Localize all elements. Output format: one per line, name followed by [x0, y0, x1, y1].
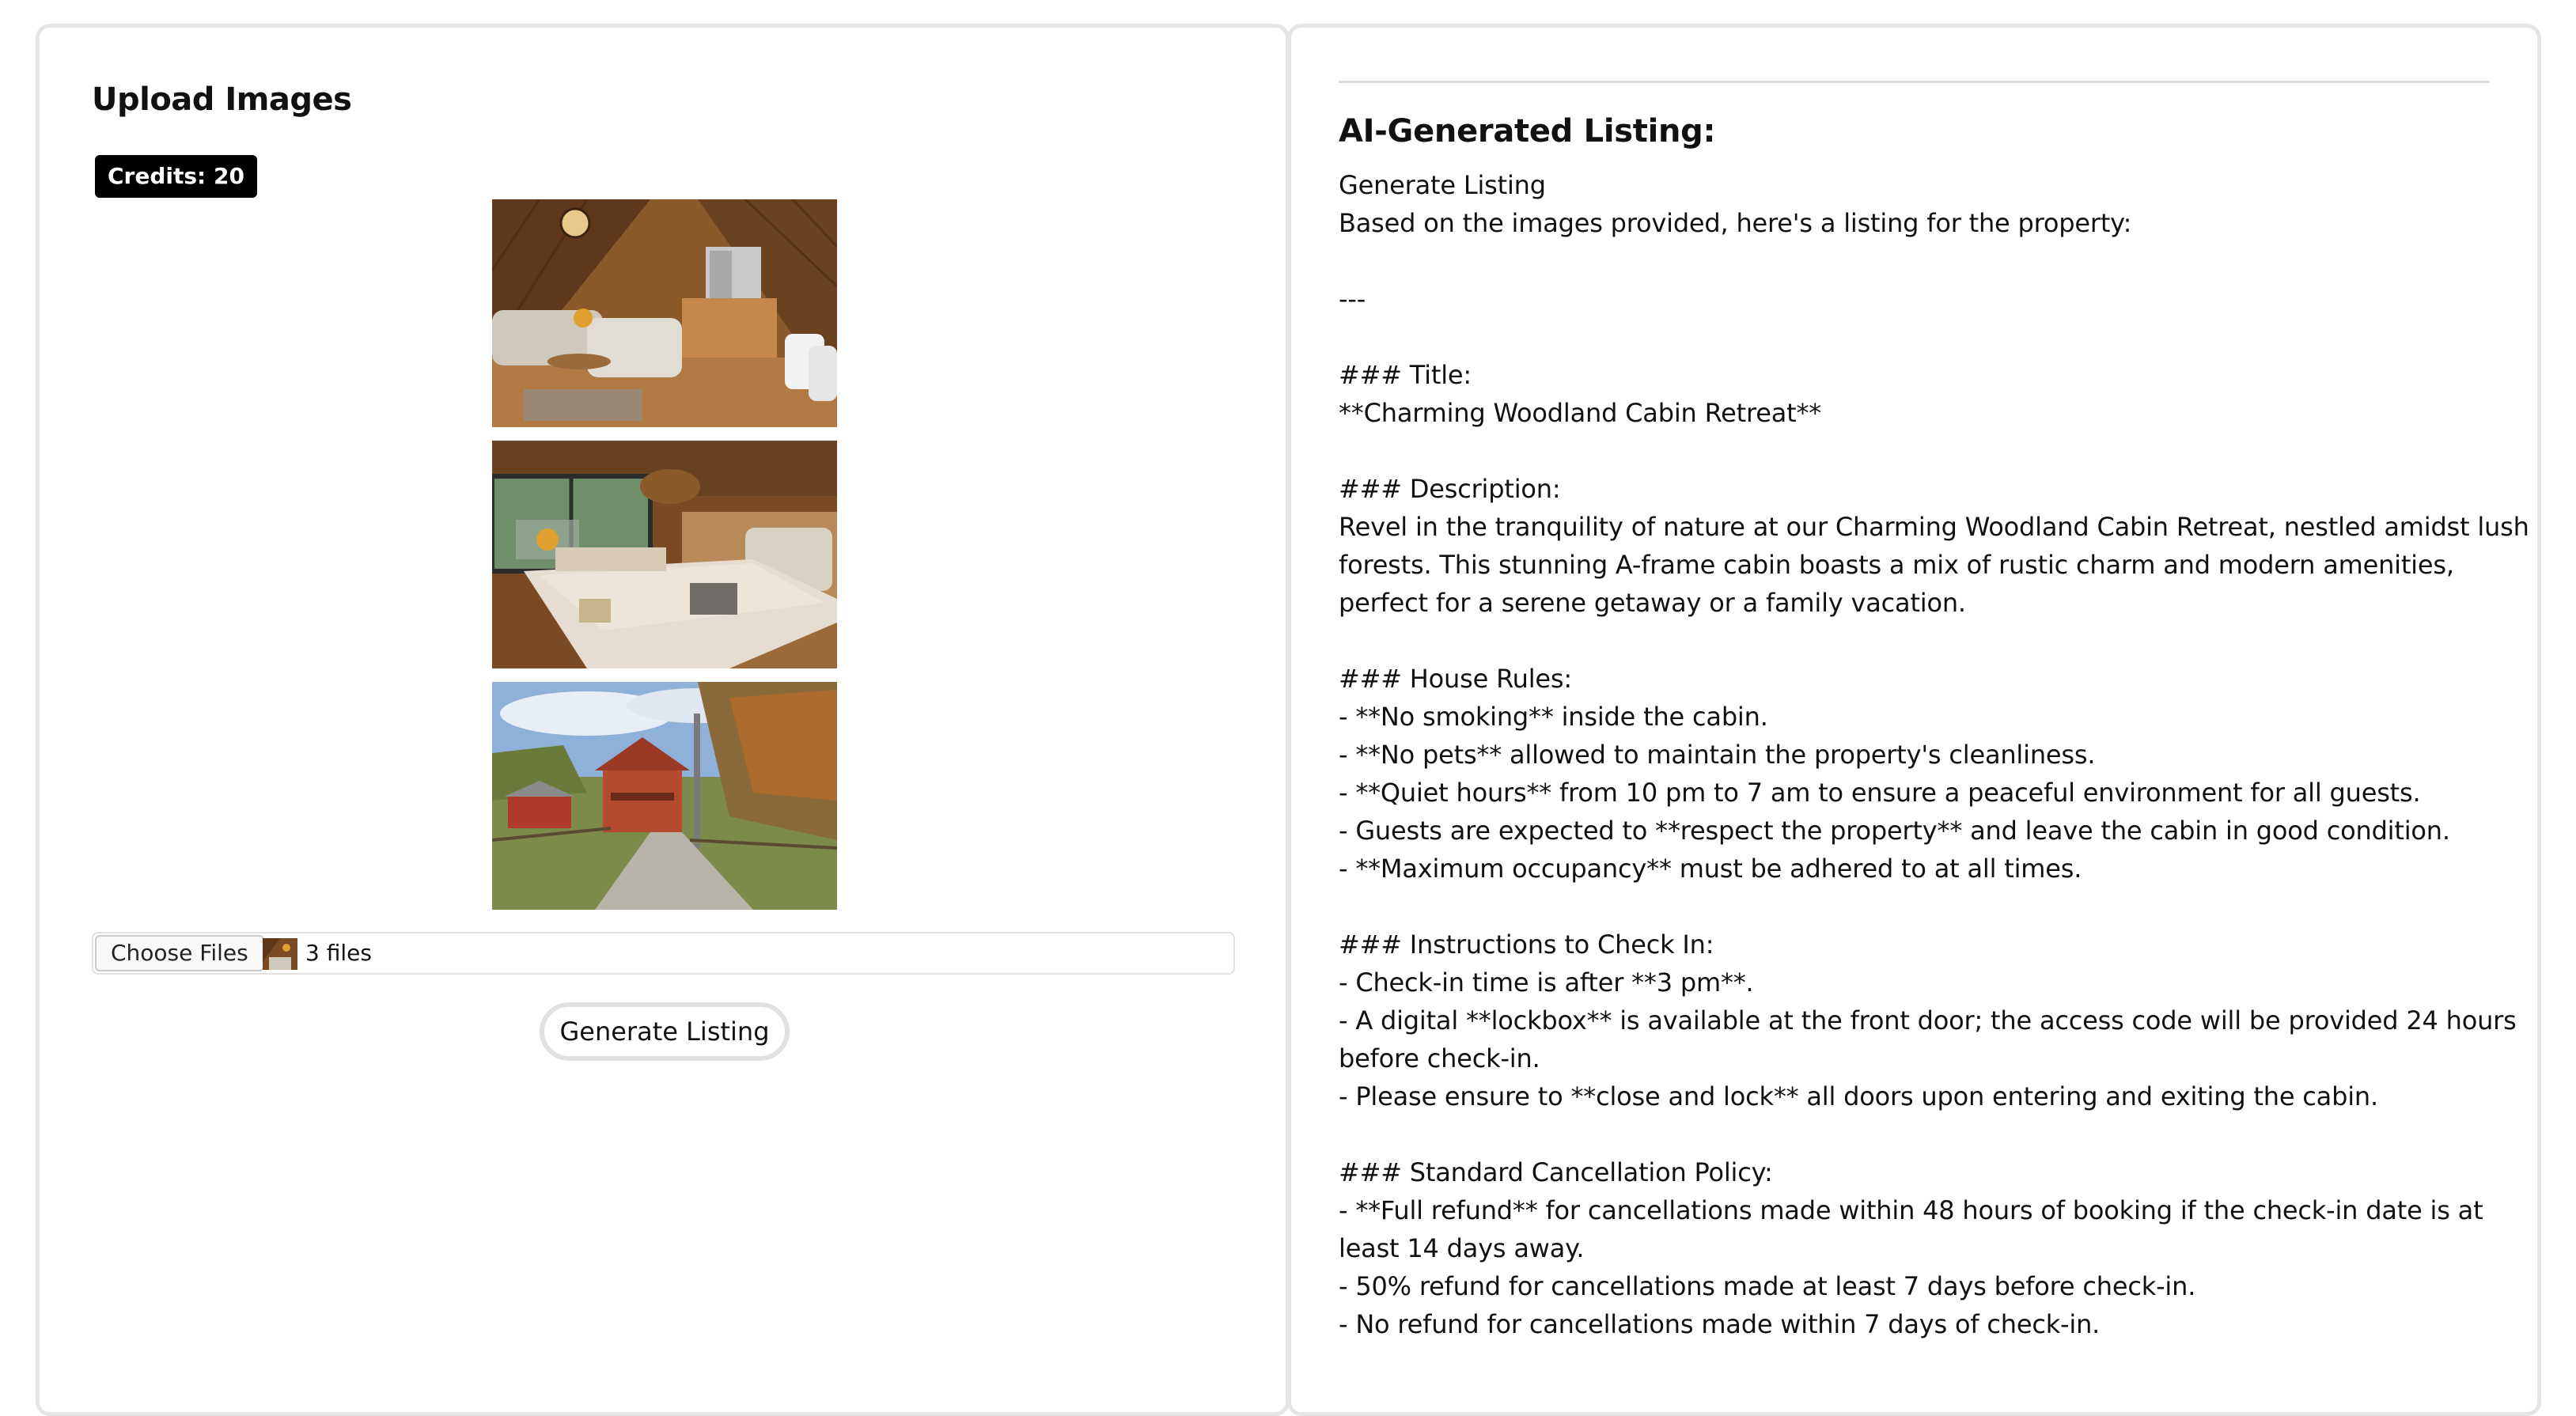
listing-line: least 14 days away.	[1339, 1233, 1585, 1263]
listing-line: ### Standard Cancellation Policy:	[1339, 1157, 1773, 1187]
listing-line: perfect for a serene getaway or a family vacation.	[1339, 588, 1966, 618]
uploaded-image-3	[492, 682, 837, 910]
generate-listing-button[interactable]: Generate Listing	[540, 1002, 790, 1061]
credits-badge: Credits: 20	[95, 155, 257, 198]
listing-line: Based on the images provided, here's a listing for the property:	[1339, 208, 2132, 238]
listing-line: - A digital **lockbox** is available at the front door; the access code will be provided 24 hours	[1339, 1005, 2517, 1035]
listing-line: - Guests are expected to **respect the property** and leave the cabin in good condition.	[1339, 816, 2450, 846]
listing-line: - No refund for cancellations made within 7 days of check-in.	[1339, 1309, 2101, 1339]
listing-line: - **Quiet hours** from 10 pm to 7 am to ensure a peaceful environment for all guests.	[1339, 778, 2421, 808]
uploaded-image-2	[492, 441, 837, 668]
listing-line: ---	[1339, 284, 1366, 314]
listing-line: - **Maximum occupancy** must be adhered to at all times.	[1339, 854, 2082, 884]
listing-line: ### Instructions to Check In:	[1339, 929, 1714, 960]
listing-line: - **No pets** allowed to maintain the property's cleanliness.	[1339, 740, 2096, 770]
choose-files-button[interactable]: Choose Files	[95, 935, 264, 971]
listing-line: ### House Rules:	[1339, 664, 1572, 694]
listing-line	[1339, 888, 2494, 926]
upload-panel	[36, 24, 1290, 1416]
listing-line: - 50% refund for cancellations made at least 7 days before check-in.	[1339, 1271, 2196, 1301]
listing-line	[1339, 1115, 2494, 1153]
listing-line: forests. This stunning A-frame cabin boasts a mix of rustic charm and modern amenities,	[1339, 550, 2454, 580]
listing-line: - **No smoking** inside the cabin.	[1339, 702, 1768, 732]
listing-line: **Charming Woodland Cabin Retreat**	[1339, 398, 1822, 428]
listing-line: - Check-in time is after **3 pm**.	[1339, 967, 1754, 998]
listing-line: - Please ensure to **close and lock** all doors upon entering and exiting the cabin.	[1339, 1081, 2378, 1111]
listing-line: ### Description:	[1339, 474, 1561, 504]
file-input[interactable]	[92, 932, 1235, 975]
generated-listing-text	[1339, 166, 2529, 1343]
listing-line	[1339, 242, 2494, 280]
listing-line: before check-in.	[1339, 1043, 1540, 1073]
selected-files-text: 3 files	[305, 940, 372, 966]
listing-line: - **Full refund** for cancellations made within 48 hours of booking if the check-in date is at	[1339, 1195, 2483, 1225]
listing-line: ### Title:	[1339, 360, 1472, 390]
listing-line: Revel in the tranquility of nature at our Charming Woodland Cabin Retreat, nestled amidst lush	[1339, 512, 2529, 542]
listing-line	[1339, 622, 2494, 660]
listing-line	[1339, 432, 2494, 470]
listing-panel	[1287, 24, 2541, 1416]
upload-images-heading: Upload Images	[92, 81, 352, 118]
uploaded-image-1	[492, 199, 837, 427]
listing-line	[1339, 318, 2494, 356]
divider	[1339, 81, 2490, 83]
file-preview-icon	[263, 938, 297, 970]
listing-line: Generate Listing	[1339, 170, 1546, 200]
listing-heading: AI-Generated Listing:	[1339, 113, 1716, 150]
